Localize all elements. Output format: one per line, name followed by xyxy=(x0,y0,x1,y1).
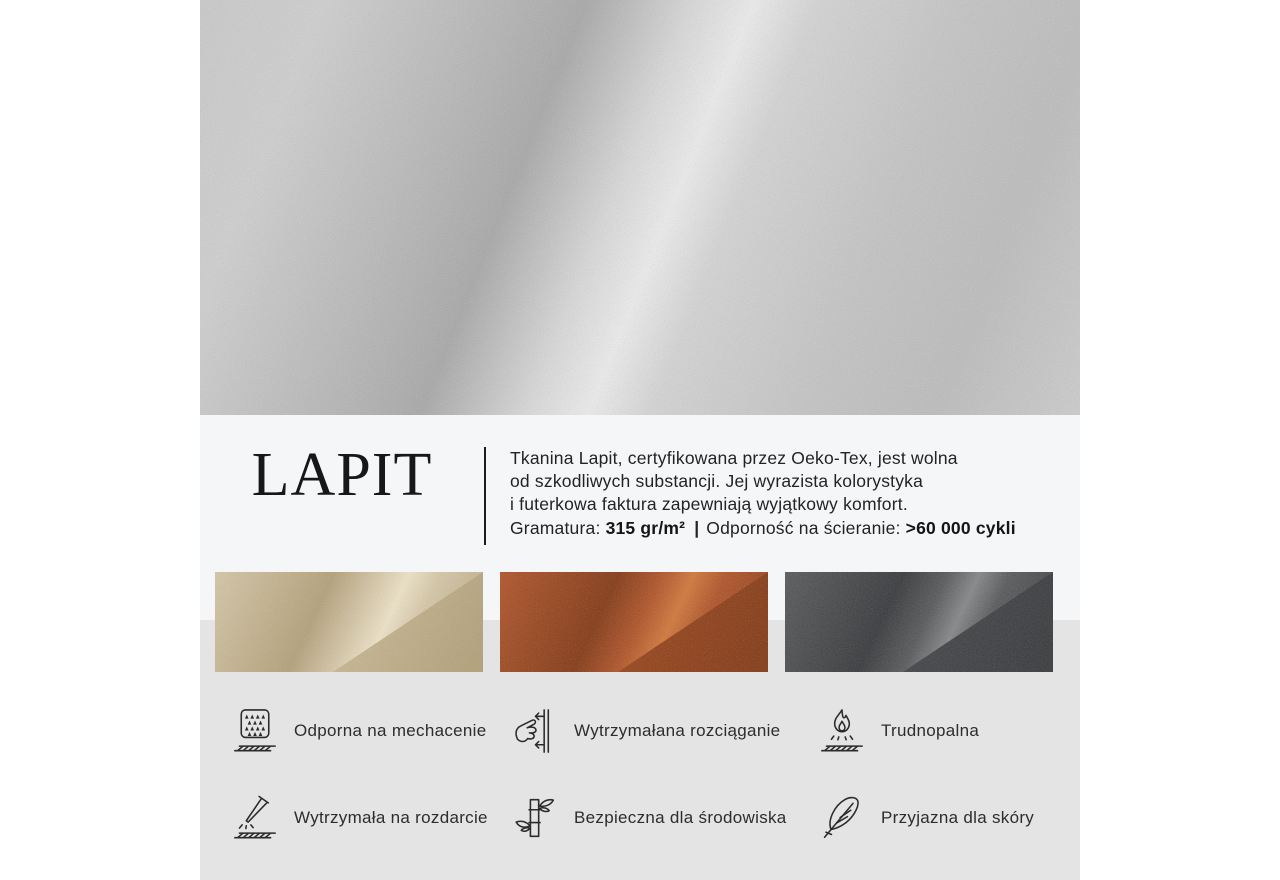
pilling-resistant-icon xyxy=(233,707,277,755)
feature-label: Odporna na mechacenie xyxy=(294,721,487,740)
description-line: i futerkowa faktura zapewniają wyjątkowy komfort. xyxy=(510,494,908,515)
description-line: od szkodliwych substancji. Jej wyrazista kolorystyka xyxy=(510,471,924,492)
feature-label: Trudnopalna xyxy=(881,721,980,740)
flame-retardant-icon xyxy=(820,707,864,755)
feature-label: Wytrzymała na rozdarcie xyxy=(294,808,488,827)
feature-flame-retardant xyxy=(820,703,979,759)
feature-label: Bezpieczna dla środowiska xyxy=(574,808,787,827)
feature-label: Przyjazna dla skóry xyxy=(881,808,1035,827)
charcoal-fabric-swatch xyxy=(785,572,1053,672)
feature-pilling-resistant xyxy=(233,703,486,759)
abrasion-label: Odporność na ścieranie: xyxy=(706,517,901,538)
eco-safe-icon xyxy=(513,794,557,842)
stretch-resistant-icon xyxy=(513,707,557,755)
feature-eco-safe xyxy=(513,790,787,846)
content-column xyxy=(200,0,1080,880)
feature-tear-resistant xyxy=(233,790,488,846)
rust-fabric-swatch xyxy=(500,572,768,672)
weight-value: 315 gr/m² xyxy=(605,517,686,538)
description-line: Tkanina Lapit, certyfikowana przez Oeko-Tex, jest wolna xyxy=(510,448,958,468)
specs-line xyxy=(510,517,1070,540)
fabric-name-title: LAPIT xyxy=(251,441,433,509)
beige-fabric-swatch xyxy=(215,572,483,672)
feature-label: Wytrzymałana rozciąganie xyxy=(574,721,781,740)
weight-label: Gramatura: xyxy=(510,517,601,538)
specs-separator: | xyxy=(694,517,700,538)
abrasion-value: >60 000 cykli xyxy=(905,517,1016,538)
feature-stretch-resistant xyxy=(513,703,780,759)
feature-skin-friendly xyxy=(820,790,1034,846)
gray-plush-fabric-photo xyxy=(200,0,1080,415)
tear-resistant-icon xyxy=(233,794,277,842)
fabric-description xyxy=(510,447,1070,540)
skin-friendly-icon xyxy=(820,794,864,842)
vertical-divider xyxy=(484,447,486,545)
fabric-texture-overlay xyxy=(200,0,1080,415)
